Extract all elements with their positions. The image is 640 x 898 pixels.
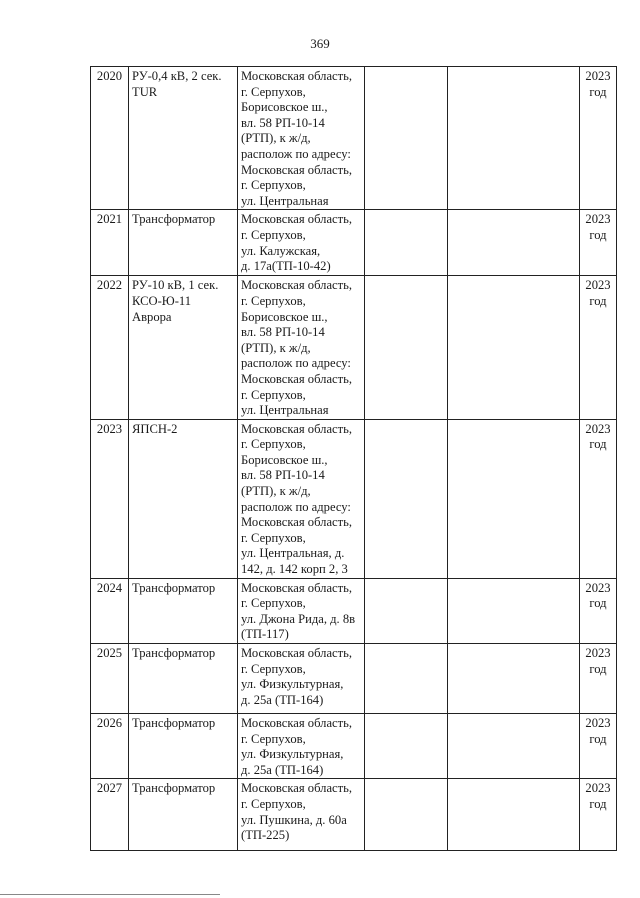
table-row: [91, 67, 617, 210]
address-cell: Московская область, г. Серпухов, ул. Калужская, д. 17а(ТП-10-42): [238, 210, 365, 276]
year-cell: 2023 год: [580, 210, 617, 276]
empty-cell: [365, 419, 448, 578]
empty-cell: [448, 276, 580, 419]
empty-cell: [365, 644, 448, 714]
empty-cell: [448, 714, 580, 779]
year-cell: 2023 год: [580, 419, 617, 578]
row-number-cell: 2022: [91, 276, 129, 419]
address-cell: Московская область, г. Серпухов, ул. Физкультурная, д. 25а (ТП-164): [238, 644, 365, 714]
object-name-cell: Трансформатор: [129, 779, 238, 851]
address-cell: Московская область, г. Серпухов, Борисовское ш., вл. 58 РП-10-14 (РТП), к ж/д, располож по адресу: Московская область, г. Серпухов, ул. Центральная: [238, 67, 365, 210]
object-name-cell: Трансформатор: [129, 210, 238, 276]
empty-cell: [448, 67, 580, 210]
row-number-cell: 2025: [91, 644, 129, 714]
address-cell: Московская область, г. Серпухов, Борисовское ш., вл. 58 РП-10-14 (РТП), к ж/д, располож по адресу: Московская область, г. Серпухов, ул. Центральная, д. 142, д. 142 корп 2, 3: [238, 419, 365, 578]
scan-edge-line: [0, 894, 220, 895]
year-cell: 2023 год: [580, 644, 617, 714]
row-number-cell: 2027: [91, 779, 129, 851]
empty-cell: [448, 578, 580, 643]
table-row: [91, 644, 617, 714]
table-row: [91, 276, 617, 419]
table-row: [91, 210, 617, 276]
empty-cell: [365, 779, 448, 851]
empty-cell: [365, 578, 448, 643]
object-name-cell: Трансформатор: [129, 644, 238, 714]
empty-cell: [448, 644, 580, 714]
object-name-cell: ЯПСН-2: [129, 419, 238, 578]
empty-cell: [365, 276, 448, 419]
year-cell: 2023 год: [580, 714, 617, 779]
row-number-cell: 2020: [91, 67, 129, 210]
address-cell: Московская область, г. Серпухов, ул. Физкультурная, д. 25а (ТП-164): [238, 714, 365, 779]
row-number-cell: 2024: [91, 578, 129, 643]
empty-cell: [448, 210, 580, 276]
table-row: [91, 779, 617, 851]
year-cell: 2023 год: [580, 67, 617, 210]
table-row: [91, 714, 617, 779]
address-cell: Московская область, г. Серпухов, ул. Джона Рида, д. 8в (ТП-117): [238, 578, 365, 643]
row-number-cell: 2026: [91, 714, 129, 779]
address-cell: Московская область, г. Серпухов, ул. Пушкина, д. 60а (ТП-225): [238, 779, 365, 851]
empty-cell: [365, 67, 448, 210]
object-name-cell: РУ-10 кВ, 1 сек. КСО-Ю-11 Аврора: [129, 276, 238, 419]
empty-cell: [365, 714, 448, 779]
object-name-cell: Трансформатор: [129, 578, 238, 643]
table-row: [91, 578, 617, 643]
row-number-cell: 2021: [91, 210, 129, 276]
registry-table: [90, 66, 617, 851]
empty-cell: [448, 419, 580, 578]
object-name-cell: РУ-0,4 кВ, 2 сек. TUR: [129, 67, 238, 210]
year-cell: 2023 год: [580, 578, 617, 643]
year-cell: 2023 год: [580, 276, 617, 419]
object-name-cell: Трансформатор: [129, 714, 238, 779]
row-number-cell: 2023: [91, 419, 129, 578]
address-cell: Московская область, г. Серпухов, Борисовское ш., вл. 58 РП-10-14 (РТП), к ж/д, располож по адресу: Московская область, г. Серпухов, ул. Центральная: [238, 276, 365, 419]
page-number: 369: [310, 36, 330, 51]
empty-cell: [448, 779, 580, 851]
year-cell: 2023 год: [580, 779, 617, 851]
table-row: [91, 419, 617, 578]
empty-cell: [365, 210, 448, 276]
